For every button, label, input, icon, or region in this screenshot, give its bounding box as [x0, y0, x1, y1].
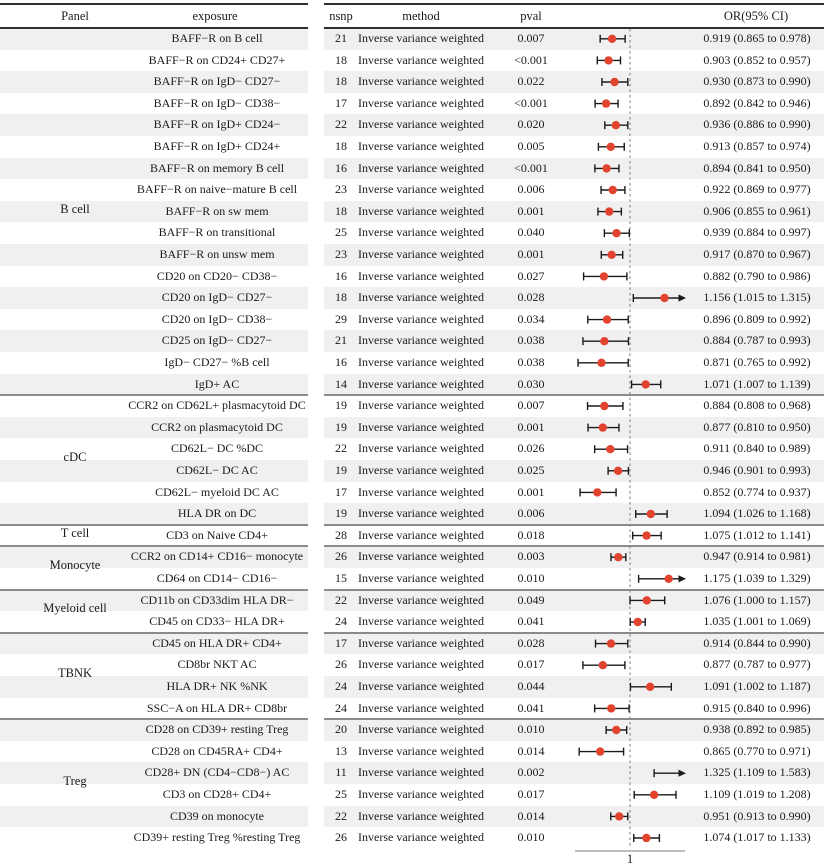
- method-cell: Inverse variance weighted: [358, 95, 484, 110]
- method-cell: Inverse variance weighted: [358, 808, 484, 823]
- pval-cell: <0.001: [514, 95, 548, 110]
- exposure-cell: CCR2 on CD62L+ plasmacytoid DC: [128, 398, 306, 413]
- nsnp-cell: 16: [335, 355, 347, 369]
- table-row: [0, 806, 824, 828]
- pval-cell: 0.041: [517, 614, 545, 629]
- table-row: [0, 352, 824, 374]
- pval-cell: 0.010: [517, 571, 545, 585]
- pval-cell: 0.014: [517, 808, 545, 823]
- nsnp-cell: 22: [335, 117, 347, 132]
- or-ci-cell: 0.882 (0.790 to 0.986): [703, 268, 811, 283]
- pval-cell: 0.007: [517, 398, 545, 413]
- nsnp-cell: 19: [335, 398, 347, 413]
- pval-cell: 0.034: [517, 311, 545, 326]
- method-cell: Inverse variance weighted: [358, 139, 484, 153]
- pval-cell: 0.001: [517, 247, 545, 261]
- table-row: [0, 719, 824, 741]
- nsnp-cell: 29: [335, 311, 347, 326]
- or-ci-cell: 1.325 (1.109 to 1.583): [703, 765, 811, 780]
- method-cell: Inverse variance weighted: [358, 614, 484, 629]
- nsnp-cell: 24: [335, 679, 347, 693]
- pval-cell: 0.017: [517, 657, 545, 672]
- table-row: [0, 741, 824, 763]
- or-ci-cell: 1.094 (1.026 to 1.168): [703, 506, 811, 521]
- pval-cell: 0.040: [517, 225, 545, 240]
- pval-cell: 0.044: [517, 679, 545, 693]
- table-row: [0, 287, 824, 309]
- method-cell: Inverse variance weighted: [358, 830, 484, 845]
- nsnp-cell: 25: [335, 787, 347, 801]
- or-ci-cell: 1.074 (1.017 to 1.133): [703, 830, 811, 845]
- nsnp-cell: 23: [335, 182, 347, 197]
- panel-group-label: Monocyte: [49, 558, 101, 572]
- or-ci-cell: 0.877 (0.810 to 0.950): [703, 419, 811, 434]
- nsnp-cell: 22: [335, 592, 347, 607]
- or-ci-cell: 0.852 (0.774 to 0.937): [703, 484, 811, 499]
- exposure-cell: HLA DR on DC: [177, 506, 257, 521]
- method-cell: Inverse variance weighted: [358, 765, 484, 780]
- or-ci-cell: 1.156 (1.015 to 1.315): [703, 290, 811, 305]
- or-ci-cell: 0.877 (0.787 to 0.977): [703, 657, 811, 672]
- panel-group-label: T cell: [60, 525, 90, 540]
- method-cell: Inverse variance weighted: [358, 160, 484, 175]
- method-cell: Inverse variance weighted: [358, 463, 484, 477]
- exposure-cell: CD20 on IgD− CD38−: [161, 311, 273, 326]
- method-cell: Inverse variance weighted: [358, 268, 484, 283]
- table-row: [0, 93, 824, 115]
- pval-cell: 0.028: [517, 635, 545, 650]
- col-header-nsnp: nsnp: [329, 9, 353, 23]
- table-row: [0, 330, 824, 352]
- table-row: [0, 698, 824, 720]
- nsnp-cell: 24: [335, 614, 347, 629]
- method-cell: Inverse variance weighted: [358, 247, 484, 261]
- exposure-cell: BAFF−R on transitional: [158, 225, 276, 240]
- nsnp-cell: 23: [335, 247, 347, 261]
- method-cell: Inverse variance weighted: [358, 31, 484, 45]
- method-cell: Inverse variance weighted: [358, 203, 484, 218]
- exposure-cell: HLA DR+ NK %NK: [166, 679, 268, 693]
- or-ci-cell: 1.071 (1.007 to 1.139): [703, 376, 811, 391]
- nsnp-cell: 16: [335, 160, 347, 175]
- or-ci-cell: 0.906 (0.855 to 0.961): [703, 203, 811, 218]
- or-ci-cell: 0.894 (0.841 to 0.950): [703, 160, 811, 175]
- panel-group-label: Myeloid cell: [43, 601, 107, 616]
- pval-cell: 0.007: [517, 31, 545, 45]
- method-cell: Inverse variance weighted: [358, 722, 484, 737]
- exposure-cell: BAFF−R on IgD+ CD24+: [153, 139, 281, 153]
- x-axis-ref-label: 1: [626, 852, 634, 864]
- method-cell: Inverse variance weighted: [358, 355, 484, 369]
- exposure-cell: SSC−A on HLA DR+ CD8br: [146, 700, 288, 715]
- nsnp-cell: 17: [335, 484, 347, 499]
- exposure-cell: CD3 on CD28+ CD4+: [162, 787, 272, 801]
- col-header-method: method: [402, 9, 440, 23]
- table-row: [0, 71, 824, 93]
- or-ci-cell: 0.951 (0.913 to 0.990): [703, 808, 811, 823]
- exposure-cell: CD45 on CD33− HLA DR+: [149, 614, 285, 629]
- panel-group-label: Treg: [63, 774, 87, 788]
- exposure-cell: CD20 on IgD− CD27−: [161, 290, 273, 305]
- exposure-cell: CD28 on CD39+ resting Treg: [145, 722, 289, 737]
- nsnp-cell: 14: [335, 376, 347, 391]
- pval-cell: 0.001: [517, 419, 545, 434]
- method-cell: Inverse variance weighted: [358, 311, 484, 326]
- pval-cell: 0.002: [517, 765, 545, 780]
- exposure-cell: BAFF−R on unsw mem: [159, 247, 275, 261]
- table-row: [0, 827, 824, 849]
- or-ci-cell: 1.091 (1.002 to 1.187): [703, 679, 811, 693]
- nsnp-cell: 28: [335, 527, 347, 542]
- nsnp-cell: 19: [335, 419, 347, 434]
- method-cell: Inverse variance weighted: [358, 182, 484, 197]
- pval-cell: 0.001: [517, 484, 545, 499]
- or-ci-cell: 1.035 (1.001 to 1.069): [703, 614, 811, 629]
- exposure-cell: CD62L− myeloid DC AC: [155, 484, 279, 499]
- or-ci-cell: 0.896 (0.809 to 0.992): [703, 311, 811, 326]
- method-cell: Inverse variance weighted: [358, 592, 484, 607]
- exposure-cell: CD20 on CD20− CD38−: [156, 268, 278, 283]
- method-cell: Inverse variance weighted: [358, 225, 484, 240]
- or-ci-cell: 0.911 (0.840 to 0.989): [703, 441, 811, 456]
- nsnp-cell: 24: [335, 700, 347, 715]
- pval-cell: 0.010: [517, 722, 545, 737]
- exposure-cell: CD45 on HLA DR+ CD4+: [152, 635, 282, 650]
- method-cell: Inverse variance weighted: [358, 117, 484, 132]
- exposure-cell: IgD− CD27− %B cell: [164, 355, 270, 369]
- pval-cell: <0.001: [514, 160, 548, 175]
- table-row: [0, 114, 824, 136]
- exposure-cell: CD64 on CD14− CD16−: [156, 571, 278, 585]
- or-ci-cell: 0.922 (0.869 to 0.977): [703, 182, 811, 197]
- exposure-cell: CD3 on Naive CD4+: [166, 527, 268, 542]
- exposure-cell: BAFF−R on memory B cell: [149, 160, 285, 175]
- nsnp-cell: 22: [335, 441, 347, 456]
- exposure-cell: CD8br NKT AC: [177, 657, 257, 672]
- or-ci-cell: 0.903 (0.852 to 0.957): [703, 52, 811, 67]
- or-ci-cell: 0.865 (0.770 to 0.971): [703, 743, 811, 758]
- table-row: [0, 158, 824, 180]
- or-ci-cell: 0.946 (0.901 to 0.993): [703, 463, 811, 477]
- exposure-cell: CD25 on IgD− CD27−: [161, 333, 273, 348]
- nsnp-cell: 15: [335, 571, 347, 585]
- pval-cell: 0.028: [517, 290, 545, 305]
- or-ci-cell: 0.914 (0.844 to 0.990): [703, 635, 811, 650]
- or-ci-cell: 0.884 (0.808 to 0.968): [703, 398, 811, 413]
- exposure-cell: CCR2 on plasmacytoid DC: [151, 419, 283, 434]
- table-row: [0, 417, 824, 439]
- pval-cell: <0.001: [514, 52, 548, 67]
- table-row: [0, 222, 824, 244]
- or-ci-cell: 1.075 (1.012 to 1.141): [703, 527, 811, 542]
- pval-cell: 0.014: [517, 743, 545, 758]
- method-cell: Inverse variance weighted: [358, 700, 484, 715]
- nsnp-cell: 20: [335, 722, 347, 737]
- pval-cell: 0.006: [517, 182, 545, 197]
- or-ci-cell: 0.919 (0.865 to 0.978): [703, 31, 811, 45]
- method-cell: Inverse variance weighted: [358, 290, 484, 305]
- nsnp-cell: 19: [335, 463, 347, 477]
- exposure-cell: CD39 on monocyte: [170, 808, 264, 823]
- table-row: [0, 136, 824, 158]
- method-cell: Inverse variance weighted: [358, 484, 484, 499]
- nsnp-cell: 21: [335, 31, 347, 45]
- exposure-cell: CD28 on CD45RA+ CD4+: [151, 743, 283, 758]
- method-cell: Inverse variance weighted: [358, 419, 484, 434]
- nsnp-cell: 22: [335, 808, 347, 823]
- nsnp-cell: 18: [335, 74, 347, 89]
- pval-cell: 0.018: [517, 527, 545, 542]
- col-header-pval: pval: [520, 9, 542, 23]
- or-ci-cell: 0.938 (0.892 to 0.985): [703, 722, 811, 737]
- pval-cell: 0.022: [517, 74, 545, 89]
- method-cell: Inverse variance weighted: [358, 635, 484, 650]
- table-row: [0, 309, 824, 331]
- exposure-cell: BAFF−R on sw mem: [165, 203, 269, 218]
- method-cell: Inverse variance weighted: [358, 333, 484, 348]
- exposure-cell: CD62L− DC AC: [176, 463, 258, 477]
- table-row: [0, 50, 824, 72]
- or-ci-cell: 0.884 (0.787 to 0.993): [703, 333, 811, 348]
- method-cell: Inverse variance weighted: [358, 527, 484, 542]
- method-cell: Inverse variance weighted: [358, 743, 484, 758]
- col-header-or-ci: OR(95% CI): [723, 9, 789, 23]
- exposure-cell: IgD+ AC: [194, 376, 240, 391]
- or-ci-cell: 1.109 (1.019 to 1.208): [703, 787, 811, 801]
- exposure-cell: CCR2 on CD14+ CD16− monocyte: [130, 549, 304, 564]
- exposure-cell: BAFF−R on IgD+ CD24−: [153, 117, 281, 132]
- method-cell: Inverse variance weighted: [358, 549, 484, 564]
- pval-cell: 0.027: [517, 268, 545, 283]
- nsnp-cell: 18: [335, 52, 347, 67]
- nsnp-cell: 19: [335, 506, 347, 521]
- nsnp-cell: 26: [335, 657, 347, 672]
- method-cell: Inverse variance weighted: [358, 506, 484, 521]
- method-cell: Inverse variance weighted: [358, 657, 484, 672]
- exposure-cell: CD62L− DC %DC: [170, 441, 264, 456]
- exposure-cell: BAFF−R on naive−mature B cell: [136, 182, 298, 197]
- nsnp-cell: 21: [335, 333, 347, 348]
- method-cell: Inverse variance weighted: [358, 398, 484, 413]
- nsnp-cell: 16: [335, 268, 347, 283]
- nsnp-cell: 25: [335, 225, 347, 240]
- nsnp-cell: 26: [335, 549, 347, 564]
- table-row: [0, 244, 824, 266]
- nsnp-cell: 17: [335, 95, 347, 110]
- or-ci-cell: 0.939 (0.884 to 0.997): [703, 225, 811, 240]
- nsnp-cell: 18: [335, 290, 347, 305]
- panel-group-label: B cell: [60, 201, 90, 216]
- method-cell: Inverse variance weighted: [358, 441, 484, 456]
- or-ci-cell: 0.917 (0.870 to 0.967): [703, 247, 811, 261]
- table-row: [0, 374, 824, 396]
- pval-cell: 0.005: [517, 139, 545, 153]
- table-row: [0, 266, 824, 288]
- or-ci-cell: 0.936 (0.886 to 0.990): [703, 117, 811, 132]
- exposure-cell: BAFF−R on IgD− CD27−: [153, 74, 281, 89]
- panel-group-label: cDC: [63, 450, 87, 464]
- exposure-cell: CD11b on CD33dim HLA DR−: [140, 592, 294, 607]
- pval-cell: 0.038: [517, 355, 545, 369]
- pval-cell: 0.001: [517, 203, 545, 218]
- pval-cell: 0.049: [517, 592, 545, 607]
- pval-cell: 0.017: [517, 787, 545, 801]
- nsnp-cell: 18: [335, 139, 347, 153]
- method-cell: Inverse variance weighted: [358, 376, 484, 391]
- or-ci-cell: 1.076 (1.000 to 1.157): [703, 592, 811, 607]
- table-row: [0, 28, 824, 50]
- nsnp-cell: 18: [335, 203, 347, 218]
- pval-cell: 0.020: [517, 117, 545, 132]
- panel-group-label: TBNK: [57, 666, 93, 680]
- col-header-exposure: exposure: [192, 9, 238, 23]
- pval-cell: 0.003: [517, 549, 545, 564]
- exposure-cell: BAFF−R on CD24+ CD27+: [148, 52, 286, 67]
- or-ci-cell: 0.913 (0.857 to 0.974): [703, 139, 811, 153]
- or-ci-cell: 0.947 (0.914 to 0.981): [703, 549, 811, 564]
- exposure-cell: CD28+ DN (CD4−CD8−) AC: [144, 765, 290, 780]
- or-ci-cell: 0.915 (0.840 to 0.996): [703, 700, 811, 715]
- table-row: [0, 482, 824, 504]
- pval-cell: 0.010: [517, 830, 545, 845]
- pval-cell: 0.006: [517, 506, 545, 521]
- or-ci-cell: 0.930 (0.873 to 0.990): [703, 74, 811, 89]
- or-ci-cell: 0.871 (0.765 to 0.992): [703, 355, 811, 369]
- or-ci-cell: 0.892 (0.842 to 0.946): [703, 95, 811, 110]
- nsnp-cell: 26: [335, 830, 347, 845]
- method-cell: Inverse variance weighted: [358, 74, 484, 89]
- nsnp-cell: 13: [335, 743, 347, 758]
- pval-cell: 0.025: [517, 463, 545, 477]
- method-cell: Inverse variance weighted: [358, 52, 484, 67]
- col-header-panel: Panel: [61, 9, 89, 23]
- pval-cell: 0.030: [517, 376, 545, 391]
- exposure-cell: BAFF−R on B cell: [171, 31, 263, 45]
- exposure-cell: CD39+ resting Treg %resting Treg: [133, 830, 301, 845]
- method-cell: Inverse variance weighted: [358, 679, 484, 693]
- exposure-cell: BAFF−R on IgD− CD38−: [153, 95, 281, 110]
- table-row: [0, 395, 824, 417]
- pval-cell: 0.026: [517, 441, 545, 456]
- nsnp-cell: 11: [335, 765, 347, 780]
- table-row: [0, 633, 824, 655]
- method-cell: Inverse variance weighted: [358, 787, 484, 801]
- method-cell: Inverse variance weighted: [358, 571, 484, 585]
- or-ci-cell: 1.175 (1.039 to 1.329): [703, 571, 811, 585]
- pval-cell: 0.038: [517, 333, 545, 348]
- nsnp-cell: 17: [335, 635, 347, 650]
- pval-cell: 0.041: [517, 700, 545, 715]
